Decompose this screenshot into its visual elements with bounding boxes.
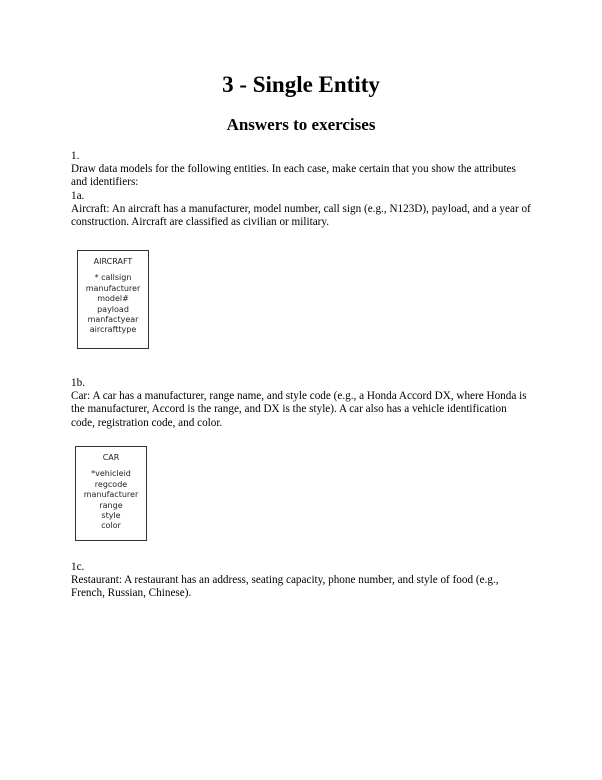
entity-attribute: regcode — [94, 479, 128, 489]
page-subtitle: Answers to exercises — [226, 115, 376, 134]
entity-attribute: payload — [97, 304, 129, 314]
entity-attribute: manfactyear — [87, 315, 139, 325]
entity-attribute: *vehicleid — [91, 469, 131, 479]
question-1b — [71, 377, 531, 430]
car-entity-box — [75, 446, 147, 541]
question-1b-text: Car: A car has a manufacturer, range name, and style code (e.g., a Honda Accord DX, where Honda is the manufacturer, Accord is the range, and DX is the style). A car also has a vehicle identification code, registration code, and color. — [71, 390, 527, 429]
entity-attribute: style — [101, 511, 121, 521]
entity-attribute: manufacturer — [85, 283, 141, 293]
page-title: 3 - Single Entity — [222, 72, 380, 97]
question-1-number: 1. — [71, 150, 80, 162]
entity-name: AIRCRAFT — [93, 257, 133, 266]
entity-attribute: manufacturer — [83, 490, 139, 500]
aircraft-entity-box — [77, 250, 149, 349]
question-1c-label: 1c. — [71, 561, 85, 573]
question-1c-text: Restaurant: A restaurant has an address, seating capacity, phone number, and style of food (e.g., French, Russian, Chinese). — [71, 574, 499, 600]
question-1a-label: 1a. — [71, 189, 85, 202]
question-1-text: Draw data models for the following entities. In each case, make certain that you show the attributes and identifiers: — [71, 163, 516, 189]
question-1b-label: 1b. — [71, 377, 85, 389]
question-1 — [71, 150, 531, 229]
entity-attribute: color — [101, 521, 121, 531]
entity-attribute: range — [99, 500, 123, 510]
entity-attribute: * callsign — [94, 273, 132, 283]
entity-attribute: aircrafttype — [89, 325, 137, 335]
question-1a-text: Aircraft: An aircraft has a manufacturer, model number, call sign (e.g., N123D), payload, and a year of construction. Aircraft are classified as civilian or military. — [71, 202, 531, 229]
question-1c — [71, 561, 531, 601]
entity-attribute: model# — [97, 294, 129, 304]
entity-name: CAR — [102, 453, 120, 462]
